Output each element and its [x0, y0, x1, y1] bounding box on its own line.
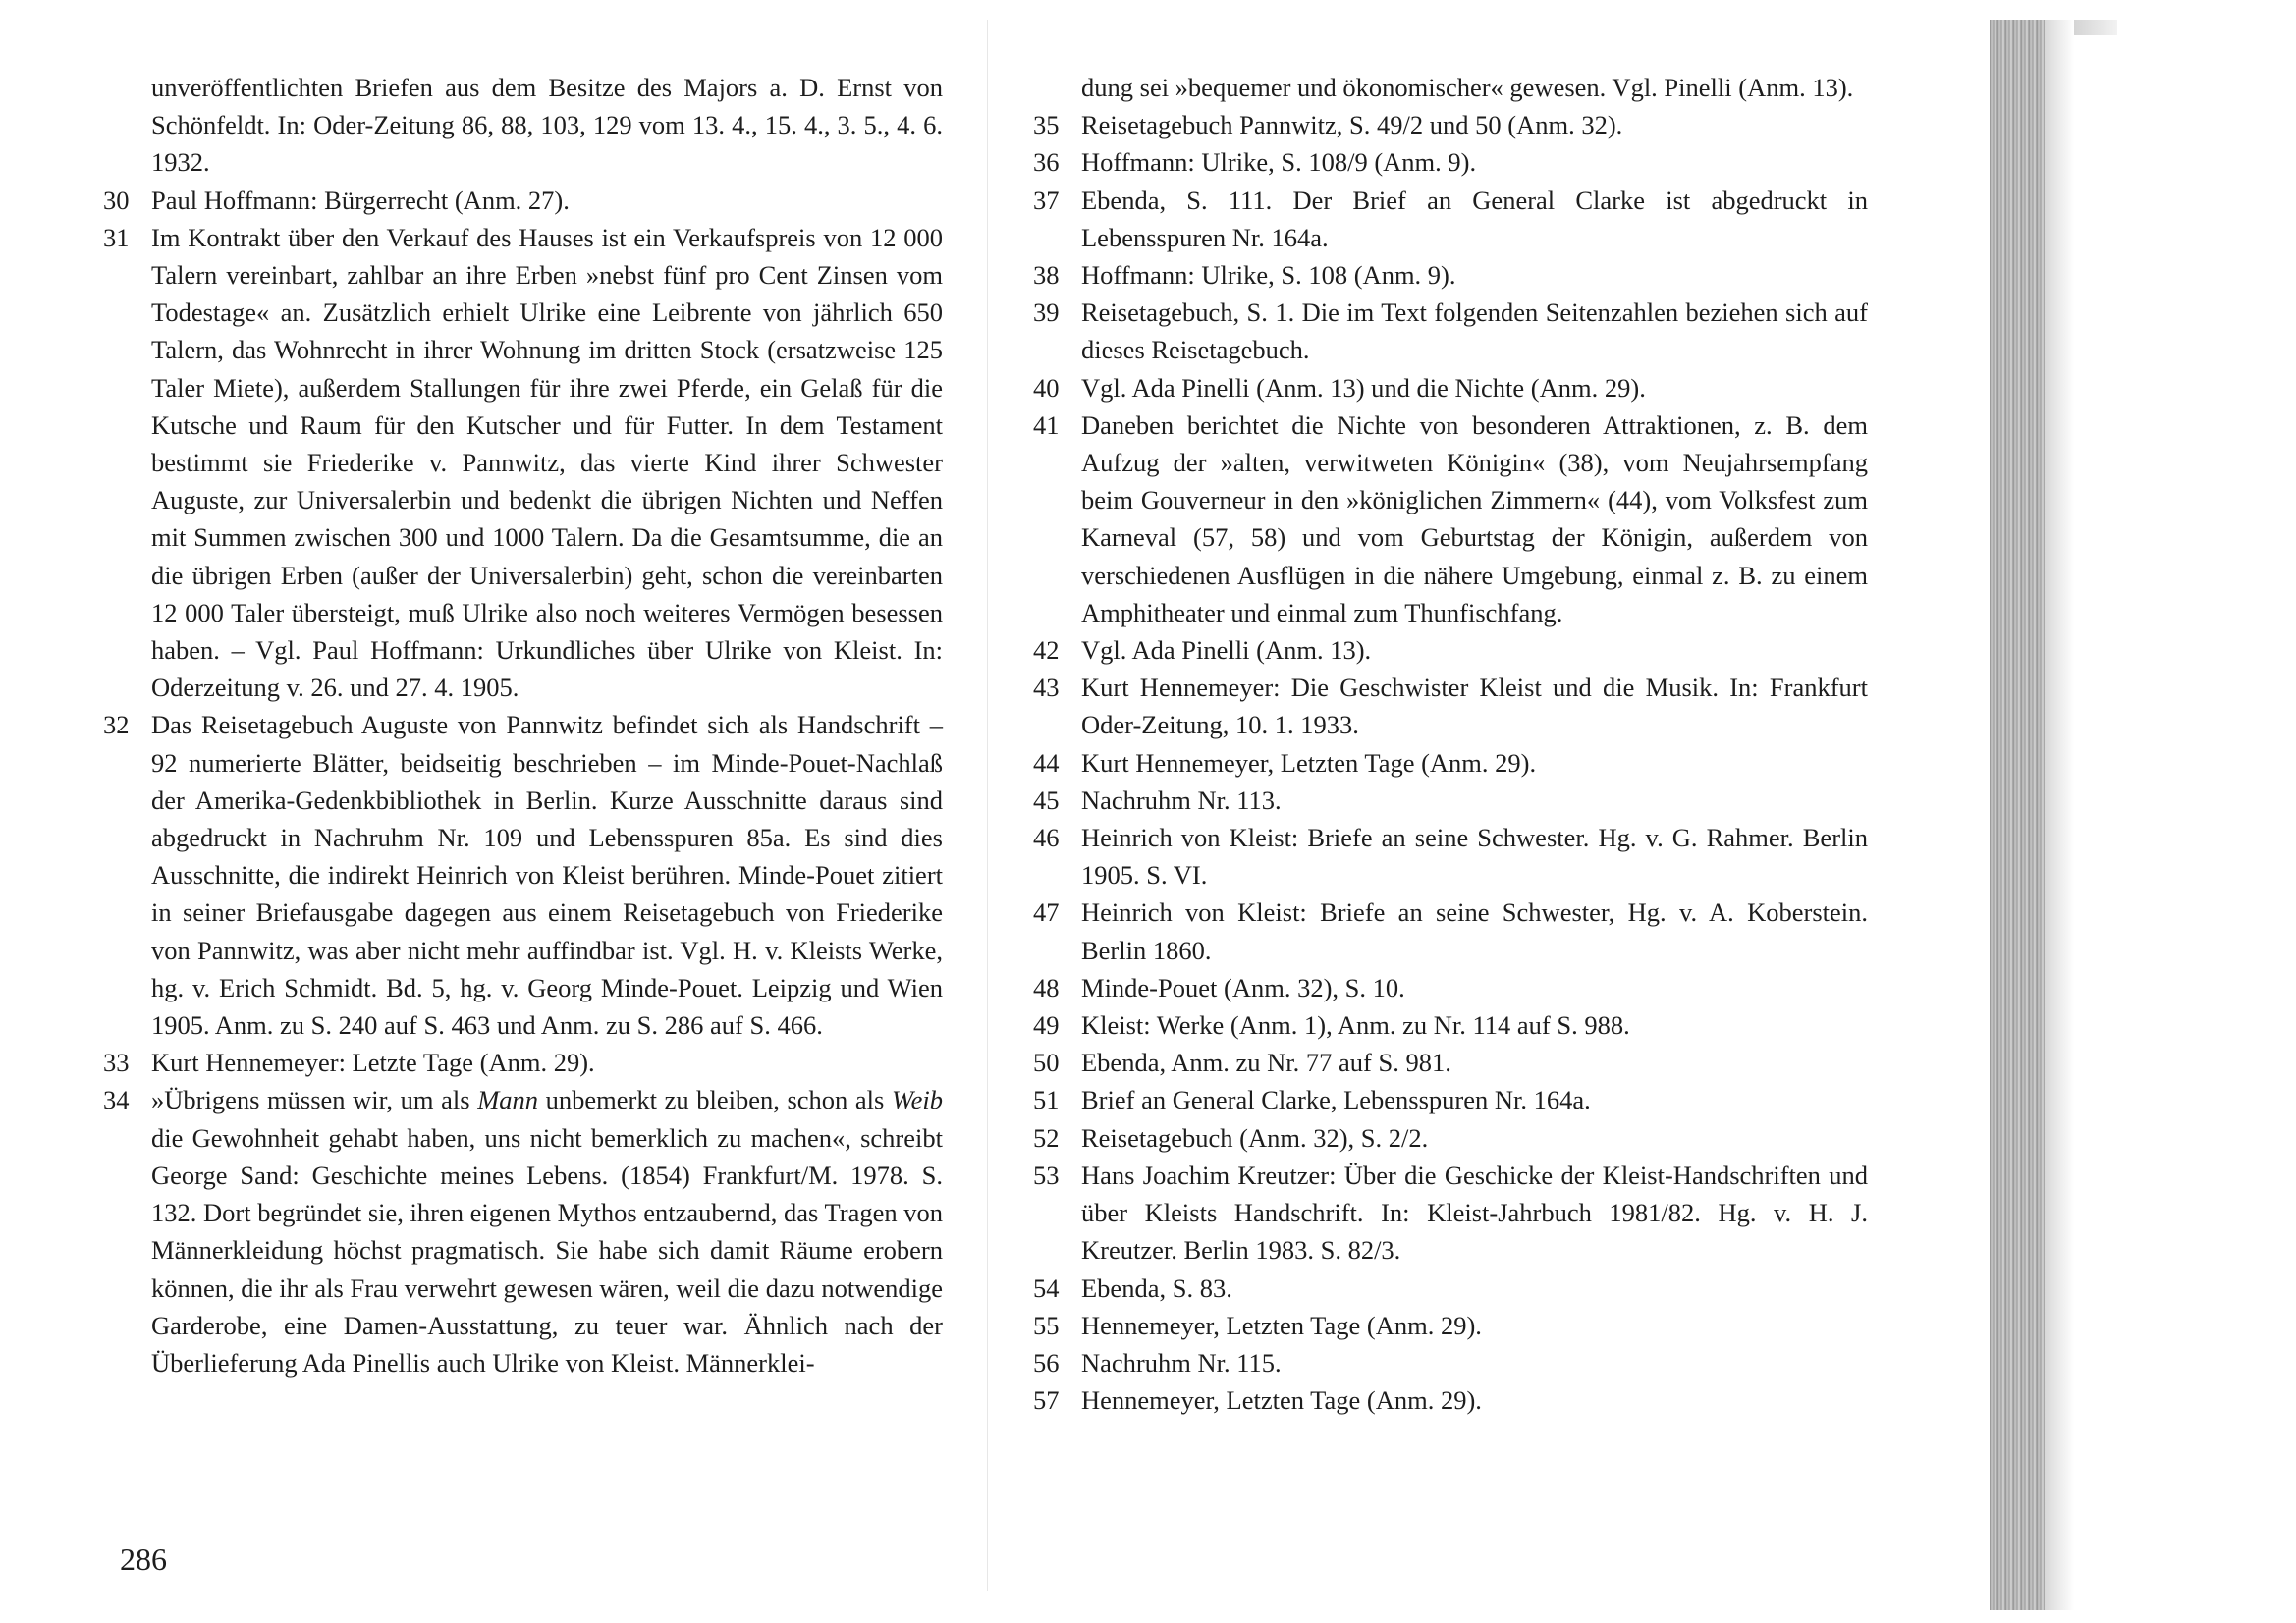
- endnote-34: [103, 1081, 943, 1381]
- emphasis-mann: Mann: [477, 1085, 539, 1115]
- endnote-text: Minde-Pouet (Anm. 32), S. 10.: [1081, 972, 1405, 1002]
- endnote-list: [1033, 106, 1868, 1419]
- endnote-number: 43: [1033, 673, 1060, 703]
- endnote-number: 30: [103, 185, 130, 215]
- endnote-text: Kurt Hennemeyer: Letzte Tage (Anm. 29).: [151, 1048, 595, 1078]
- endnote-48: [1033, 969, 1868, 1006]
- endnote-text: Hoffmann: Ulrike, S. 108/9 (Anm. 9).: [1081, 147, 1477, 178]
- endnote-number: 50: [1033, 1048, 1060, 1078]
- endnote-39: [1033, 294, 1868, 368]
- endnote-52: [1033, 1119, 1868, 1157]
- scan-edge-shadow: [1990, 20, 2045, 1610]
- endnote-50: [1033, 1044, 1868, 1081]
- endnote-text: Kleist: Werke (Anm. 1), Anm. zu Nr. 114 auf S. 988.: [1081, 1010, 1630, 1041]
- endnote-number: 38: [1033, 260, 1060, 291]
- endnote-number: 57: [1033, 1385, 1060, 1416]
- endnote-number: 46: [1033, 823, 1060, 853]
- endnote-text: Brief an General Clarke, Lebensspuren Nr. 164a.: [1081, 1085, 1591, 1115]
- endnote-number: 31: [103, 222, 130, 252]
- endnote-number: 40: [1033, 372, 1060, 403]
- endnote-38: [1033, 256, 1868, 294]
- endnote-number: 39: [1033, 298, 1060, 328]
- endnote-text-part: unbemerkt zu bleiben, schon als: [538, 1085, 892, 1115]
- endnote-42: [1033, 631, 1868, 669]
- endnote-text: Nachruhm Nr. 115.: [1081, 1347, 1282, 1378]
- endnote-number: 33: [103, 1048, 130, 1078]
- endnote-number: 54: [1033, 1272, 1060, 1303]
- endnote-44: [1033, 744, 1868, 782]
- endnote-40: [1033, 369, 1868, 406]
- endnote-text-part: die Gewohnheit gehabt haben, uns nicht bemerklich zu machen«, schreibt George Sand: Geschichte meines Lebens. (1854) Frankfurt/M. 1978. S. 132. Dort begründet sie, ihren eigenen Mythos entzaubernd, das Tragen von Männerkleidung höchst pragmatisch. Sie habe sich damit Räume erobern können, die ihr als Frau verwehrt gewesen wären, weil die dazu notwendige Garderobe, eine Damen-Ausstattung, zu teuer war. Ähnlich nach der Überlieferung Ada Pinellis auch Ulrike von Kleist. Männerklei-: [151, 1122, 943, 1378]
- endnote-number: 42: [1033, 635, 1060, 666]
- endnote-number: 56: [1033, 1347, 1060, 1378]
- endnote-45: [1033, 782, 1868, 819]
- endnote-text: Paul Hoffmann: Bürgerrecht (Anm. 27).: [151, 185, 570, 215]
- endnote-31: [103, 219, 943, 707]
- endnote-number: 34: [103, 1085, 130, 1115]
- endnote-47: [1033, 893, 1868, 968]
- endnote-36: [1033, 143, 1868, 181]
- endnote-number: 53: [1033, 1160, 1060, 1190]
- endnote-text: Hans Joachim Kreutzer: Über die Geschicke der Kleist-Handschriften und über Kleists Handschrift. In: Kleist-Jahrbuch 1981/82. Hg. v. H. J. Kreutzer. Berlin 1983. S. 82/3.: [1081, 1160, 1868, 1266]
- emphasis-weib: Weib: [891, 1085, 943, 1115]
- endnote-text: Im Kontrakt über den Verkauf des Hauses ist ein Verkaufspreis von 12 000 Talern vereinbart, zahlbar an ihre Erben »nebst fünf pro Cent Zinsen vom Todestage« an. Zusätzlich erhielt Ulrike eine Leibrente von jährlich 650 Talern, das Wohnrecht in ihrer Wohnung im dritten Stock (ersatzweise 125 Taler Miete), außerdem Stallungen für ihre zwei Pferde, ein Gelaß für die Kutsche und Raum für den Kutscher und für Futter. In dem Testament bestimmt sie Friederike v. Pannwitz, das vierte Kind ihrer Schwester Auguste, zur Universalerbin und bedenkt die übrigen Nichten und Neffen mit Summen zwischen 300 und 1000 Talern. Da die Gesamtsumme, die an die übrigen Erben (außer der Universalerbin) geht, schon die vereinbarten 12 000 Taler übersteigt, muß Ulrike also noch weiteres Vermögen besessen haben. – Vgl. Paul Hoffmann: Urkundliches über Ulrike von Kleist. In: Oderzeitung v. 26. und 27. 4. 1905.: [151, 222, 943, 703]
- endnote-text: Heinrich von Kleist: Briefe an seine Schwester, Hg. v. A. Koberstein. Berlin 1860.: [1081, 897, 1868, 965]
- endnote-text: [151, 1081, 943, 1381]
- endnote-number: 47: [1033, 897, 1060, 928]
- endnote-32: [103, 706, 943, 1044]
- endnote-text: Reisetagebuch (Anm. 32), S. 2/2.: [1081, 1122, 1429, 1153]
- endnote-56: [1033, 1344, 1868, 1381]
- endnote-37: [1033, 182, 1868, 256]
- endnote-51: [1033, 1081, 1868, 1118]
- right-page: [1033, 69, 1868, 1419]
- endnote-number: 36: [1033, 147, 1060, 178]
- book-gutter: [987, 20, 988, 1591]
- endnote-text-part: »Übrigens müssen wir, um als: [151, 1085, 478, 1115]
- note-continuation: unveröffentlichten Briefen aus dem Besitze des Majors a. D. Ernst von Schönfeldt. In: Oder-Zeitung 86, 88, 103, 129 vom 13. 4., 15. 4., 3. 5., 4. 6. 1932.: [151, 73, 943, 178]
- page-number: 286: [120, 1542, 167, 1577]
- endnote-text: Daneben berichtet die Nichte von besonderen Attraktionen, z. B. dem Aufzug der »alten, verwitweten Königin« (38), vom Neujahrsempfang beim Gouverneur in den »königlichen Zimmern« (44), vom Volksfest zum Karneval (57, 58) und vom Geburtstag der Königin, außerdem von verschiedenen Ausflügen in die nähere Umgebung, einmal z. B. zu einem Amphitheater und einmal zum Thunfischfang.: [1081, 409, 1868, 627]
- endnote-text: Kurt Hennemeyer: Die Geschwister Kleist und die Musik. In: Frankfurt Oder-Zeitung, 10. 1. 1933.: [1081, 673, 1868, 740]
- endnote-text: Reisetagebuch Pannwitz, S. 49/2 und 50 (Anm. 32).: [1081, 110, 1623, 140]
- scan-edge-fade: [2045, 20, 2074, 1610]
- endnote-text: Das Reisetagebuch Auguste von Pannwitz befindet sich als Handschrift – 92 numerierte Blätter, beidseitig beschrieben – im Minde-Pouet-Nachlaß der Amerika-Gedenkbibliothek in Berlin. Kurze Ausschnitte daraus sind abgedruckt in Nachruhm Nr. 109 und Lebensspuren 85a. Es sind dies Ausschnitte, die indirekt Heinrich von Kleist berühren. Minde-Pouet zitiert in seiner Briefausgabe dagegen aus einem Reisetagebuch von Friederike von Pannwitz, was aber nicht mehr auffindbar ist. Vgl. H. v. Kleists Werke, hg. v. Erich Schmidt. Bd. 5, hg. v. Georg Minde-Pouet. Leipzig und Wien 1905. Anm. zu S. 240 auf S. 463 und Anm. zu S. 286 auf S. 466.: [151, 710, 943, 1041]
- endnote-text: Hoffmann: Ulrike, S. 108 (Anm. 9).: [1081, 260, 1456, 291]
- endnote-30: [103, 182, 943, 219]
- endnote-text: Kurt Hennemeyer, Letzten Tage (Anm. 29).: [1081, 747, 1537, 778]
- endnote-text: Vgl. Ada Pinelli (Anm. 13).: [1081, 635, 1372, 666]
- endnote-text: Reisetagebuch, S. 1. Die im Text folgenden Seitenzahlen beziehen sich auf dieses Reisetagebuch.: [1081, 298, 1868, 365]
- endnote-55: [1033, 1307, 1868, 1344]
- note-continuation: dung sei »bequemer und ökonomischer« gewesen. Vgl. Pinelli (Anm. 13).: [1081, 73, 1854, 102]
- endnote-number: 45: [1033, 784, 1060, 815]
- endnote-number: 49: [1033, 1010, 1060, 1041]
- endnote-number: 52: [1033, 1122, 1060, 1153]
- endnote-41: [1033, 406, 1868, 631]
- endnote-text: Ebenda, S. 111. Der Brief an General Clarke ist abgedruckt in Lebensspuren Nr. 164a.: [1081, 185, 1868, 252]
- left-page: [103, 69, 943, 1381]
- endnote-text: Hennemeyer, Letzten Tage (Anm. 29).: [1081, 1310, 1482, 1340]
- endnote-46: [1033, 819, 1868, 893]
- endnote-33: [103, 1044, 943, 1081]
- endnote-text: Heinrich von Kleist: Briefe an seine Schwester. Hg. v. G. Rahmer. Berlin 1905. S. VI.: [1081, 823, 1868, 891]
- endnote-number: 48: [1033, 972, 1060, 1002]
- endnote-53: [1033, 1157, 1868, 1270]
- endnote-number: 55: [1033, 1310, 1060, 1340]
- endnote-text: Nachruhm Nr. 113.: [1081, 784, 1282, 815]
- endnote-49: [1033, 1006, 1868, 1044]
- endnote-text: Hennemeyer, Letzten Tage (Anm. 29).: [1081, 1385, 1482, 1416]
- endnote-57: [1033, 1381, 1868, 1419]
- endnote-text: Ebenda, S. 83.: [1081, 1272, 1232, 1303]
- endnote-number: 51: [1033, 1085, 1060, 1115]
- endnote-number: 44: [1033, 747, 1060, 778]
- endnote-35: [1033, 106, 1868, 143]
- endnote-number: 35: [1033, 110, 1060, 140]
- endnote-number: 41: [1033, 409, 1060, 440]
- endnote-43: [1033, 669, 1868, 743]
- endnote-text: Ebenda, Anm. zu Nr. 77 auf S. 981.: [1081, 1048, 1451, 1078]
- endnote-text: Vgl. Ada Pinelli (Anm. 13) und die Nichte (Anm. 29).: [1081, 372, 1646, 403]
- endnote-number: 32: [103, 710, 130, 740]
- endnote-54: [1033, 1270, 1868, 1307]
- endnote-number: 37: [1033, 185, 1060, 215]
